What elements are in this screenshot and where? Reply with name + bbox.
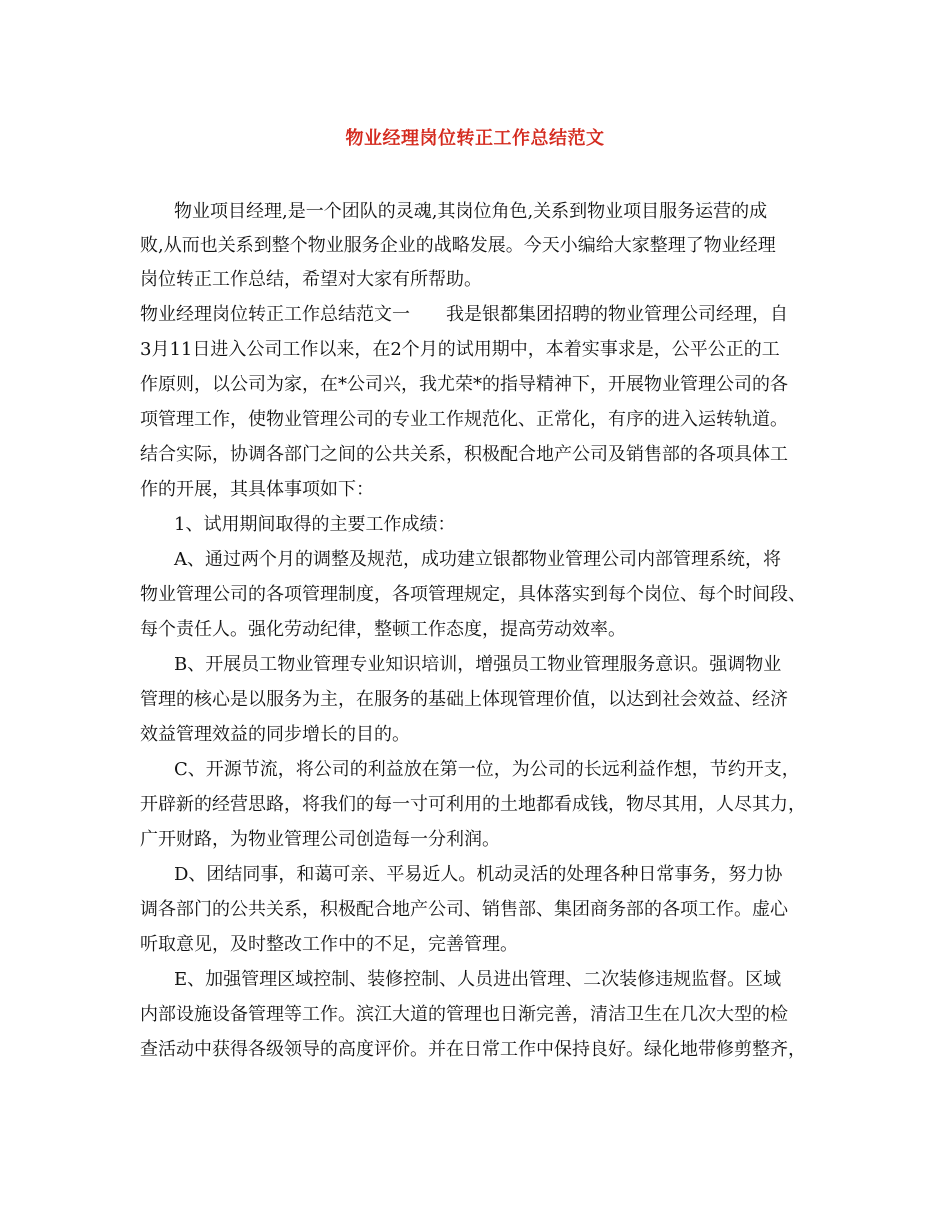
text-line: 管理的核心是以服务为主，在服务的基础上体现管理价值，以达到社会效益、经济 xyxy=(140,689,788,710)
text-line: 调各部门的公共关系，积极配合地产公司、销售部、集团商务部的各项工作。虚心 xyxy=(140,899,788,920)
text-line: A、通过两个月的调整及规范，成功建立银都物业管理公司内部管理系统，将 xyxy=(174,549,781,570)
text-line: 广开财路，为物业管理公司创造每一分利润。 xyxy=(140,829,500,850)
text-line: 物业项目经理,是一个团队的灵魂,其岗位角色,关系到物业项目服务运营的成 xyxy=(174,201,768,222)
text-line: 听取意见，及时整改工作中的不足，完善管理。 xyxy=(140,934,518,955)
text-line: D、团结同事，和蔼可亲、平易近人。机动灵活的处理各种日常事务，努力协 xyxy=(174,864,783,885)
text-line: 3月11日进入公司工作以来，在2个月的试用期中，本着实事求是，公平公正的工 xyxy=(140,339,780,360)
text-line: 败,从而也关系到整个物业服务企业的战略发展。今天小编给大家整理了物业经理 xyxy=(140,235,776,256)
document-title: 物业经理岗位转正工作总结范文 xyxy=(345,128,605,149)
text-line: 1、试用期间取得的主要工作成绩： xyxy=(174,514,456,535)
text-line: B、开展员工物业管理专业知识培训，增强员工物业管理服务意识。强调物业 xyxy=(174,654,782,675)
text-line: 作的开展，其具体事项如下： xyxy=(140,479,374,500)
text-line: C、开源节流，将公司的利益放在第一位，为公司的长远利益作想，节约开支， xyxy=(174,759,800,780)
text-line: 项管理工作，使物业管理公司的专业工作规范化、正常化，有序的进入运转轨道。 xyxy=(140,409,788,430)
text-line: 物业管理公司的各项管理制度，各项管理规定，具体落实到每个岗位、每个时间段、 xyxy=(140,584,806,605)
text-line: 内部设施设备管理等工作。滨江大道的管理也日渐完善，清洁卫生在几次大型的检 xyxy=(140,1004,788,1025)
text-line: 查活动中获得各级领导的高度评价。并在日常工作中保持良好。绿化地带修剪整齐， xyxy=(140,1039,806,1060)
text-line: 每个责任人。强化劳动纪律，整顿工作态度，提高劳动效率。 xyxy=(140,619,626,640)
text-line: E、加强管理区域控制、装修控制、人员进出管理、二次装修违规监督。区域 xyxy=(174,969,782,990)
text-line: 开辟新的经营思路，将我们的每一寸可利用的土地都看成钱，物尽其用，人尽其力， xyxy=(140,794,806,815)
text-line: 岗位转正工作总结，希望对大家有所帮助。 xyxy=(140,269,482,290)
text-line: 效益管理效益的同步增长的目的。 xyxy=(140,724,410,745)
text-line: 物业经理岗位转正工作总结范文一 我是银都集团招聘的物业管理公司经理，自 xyxy=(140,304,788,325)
text-line: 结合实际，协调各部门之间的公共关系，积极配合地产公司及销售部的各项具体工 xyxy=(140,444,788,465)
text-line: 作原则，以公司为家，在*公司兴，我尤荣*的指导精神下，开展物业管理公司的各 xyxy=(140,374,788,395)
